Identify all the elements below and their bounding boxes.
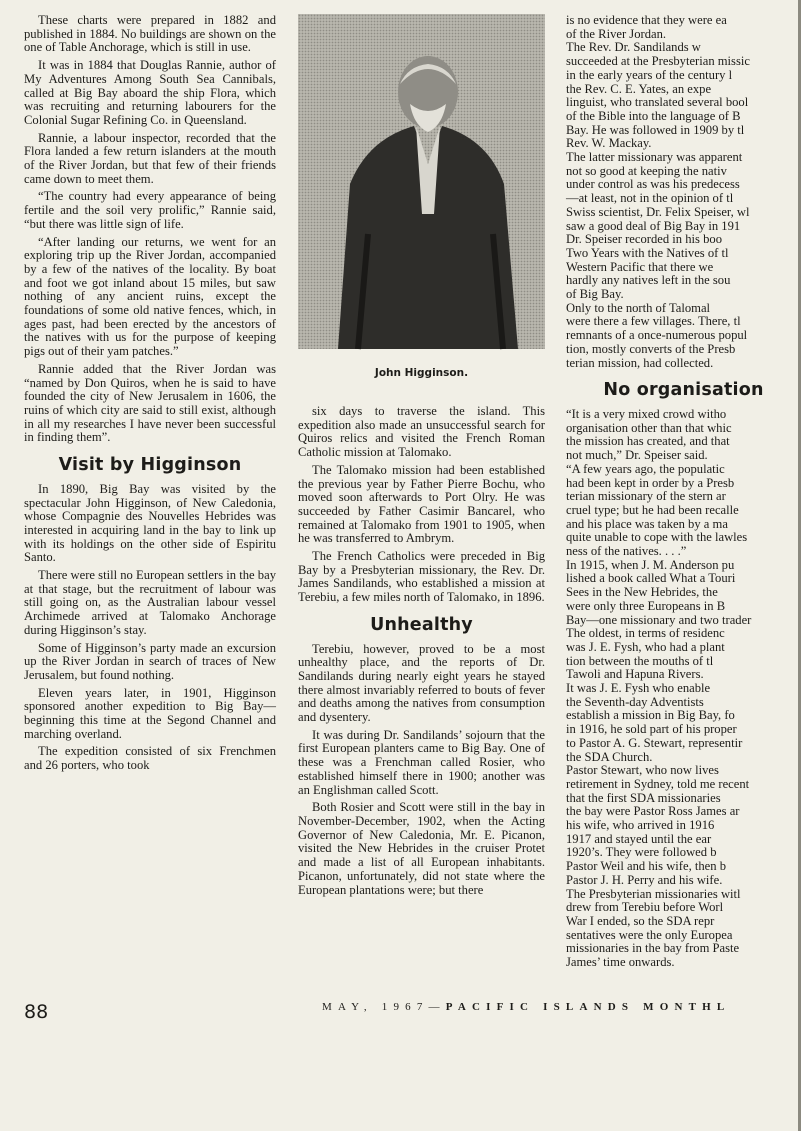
col3-paragraph: Bay. He was followed in 1909 by tl <box>566 122 745 137</box>
col3b-paragraph: not much,” Dr. Speiser said. <box>566 448 708 463</box>
col1-paragraph: Rannie, a labour inspector, recorded that the Flora landed a few return islanders at the mouth of the River Jordan, but that few of their friends came down to meet them. <box>24 130 276 186</box>
col3b-paragraph: were only three Europeans in B <box>566 598 726 613</box>
col3b-paragraph: sentatives were the only Europea <box>566 927 733 942</box>
col3b-paragraph: tion between the mouths of tl <box>566 653 714 668</box>
col3-paragraph: The Rev. Dr. Sandilands w <box>566 40 701 55</box>
col3b-paragraph: Bay—one missionary and two trader <box>566 612 752 627</box>
photo-caption: John Higginson. <box>374 367 469 379</box>
col3b-paragraph: his wife, who arrived in 1916 <box>566 818 715 833</box>
column-left <box>24 14 276 777</box>
heading-unhealthy: Unhealthy <box>370 614 473 635</box>
col3b-paragraph: In 1915, when J. M. Anderson pu <box>566 557 735 572</box>
col3b-paragraph: in 1916, he sold part of his proper <box>566 722 737 737</box>
col3-paragraph: of the River Jordan. <box>566 26 667 41</box>
col3-paragraph: Rev. W. Mackay. <box>566 136 652 151</box>
col3b-paragraph: Sees in the New Hebrides, the <box>566 585 718 600</box>
col2-paragraphs <box>298 405 545 605</box>
footer-magazine: PACIFIC ISLANDS MONTHL <box>445 1001 731 1013</box>
page-number: 88 <box>24 1001 49 1023</box>
col3-paragraph: were there a few villages. There, tl <box>566 314 741 329</box>
col3-paragraph: in the early years of the century l <box>566 67 733 82</box>
col1-paragraph: “The country had every appearance of being fertile and the soil very prolific,” Rannie said, “but there was little sign of life. <box>24 189 276 231</box>
col1b-paragraph: Eleven years later, in 1901, Higginson sponsored another expedition to Big Bay—beginning this time at the Segond Channel and marching overland. <box>24 685 276 741</box>
col2b-paragraph: It was during Dr. Sandilands’ sojourn that the first European planters came to Big Bay. One of these was a Frenchman called Rosier, who established himself there in 1900; another was an Englishman called Scott. <box>298 727 545 797</box>
col3b-paragraph: Pastor J. H. Perry and his wife. <box>566 872 723 887</box>
col3-paragraph: —at least, not in the opinion of tl <box>566 191 734 206</box>
col1-paragraphs <box>24 14 276 445</box>
col2b-paragraph: Both Rosier and Scott were still in the bay in November-December, 1902, when the Acting Governor of New Caledonia, Mr. E. Picanon, visited the New Hebrides in the cruiser Protet and made a list of all European inhabitants. Picanon, unfortunately, did not state where the European plantations were; but there <box>298 800 545 897</box>
col3-paragraph: of the Bible into the language of B <box>566 108 741 123</box>
col2-paragraph: The Talomako mission had been established the previous year by Father Pierre Bochu, who moved soon afterwards to Port Olry. He was succeeded by Father Casimir Bancarel, who remained at Talomako from 1901 to 1905, when he was transferred to Ambrym. <box>298 462 545 546</box>
col1b-paragraph: In 1890, Big Bay was visited by the spectacular John Higginson, of New Caledonia, whose Compagnie des Nouvelles Hebrides was interested in acquiring land in the bay to link up with its holdings on the other side of Espiritu Santo. <box>24 481 276 565</box>
col3-paragraph: Dr. Speiser recorded in his boo <box>566 232 722 247</box>
col3b-paragraph: was J. E. Fysh, who had a plant <box>566 639 725 654</box>
col3-paragraph: terian mission, had collected. <box>566 355 714 370</box>
col1b-paragraph: There were still no European settlers in the bay at that stage, but the recruitment of labour was still going on, as the Australian labour vessel Archimede arrived at Talomako Anchorage during Higginson’s stay. <box>24 568 276 637</box>
col3b-paragraph: The Presbyterian missionaries witl <box>566 886 741 901</box>
col2b-paragraphs <box>298 643 545 898</box>
col1b-paragraph: The expedition consisted of six Frenchmen and 26 porters, who took <box>24 744 276 773</box>
col3b-paragraph: cruel type; but he had been recalle <box>566 502 739 517</box>
col3-paragraph: remnants of a once-numerous popul <box>566 328 748 343</box>
col3b-paragraph: missionaries in the bay from Paste <box>566 941 740 956</box>
column-right-cropped <box>566 13 801 970</box>
col1-paragraph: It was in 1884 that Douglas Rannie, author of My Adventures Among South Sea Cannibals, called at Big Bay aboard the ship Flora, which was recruiting and returning labourers for the Colonial Sugar Refining Co. in Queensland. <box>24 58 276 127</box>
heading-visit-by-higginson: Visit by Higginson <box>58 455 242 476</box>
col3b-paragraph: the Seventh-day Adventists <box>566 694 704 709</box>
col3-paragraph: Western Pacific that there we <box>566 259 714 274</box>
col2b-paragraph: Terebiu, however, proved to be a most unhealthy place, and the reports of Dr. Sandilands during nearly eight years he stayed there almost invariably referred to bouts of fever and deaths among the natives from consumption and dysentery. <box>298 641 545 725</box>
col1-paragraph: “After landing our returns, we went for an exploring trip up the River Jordan, accompanied by a few of the natives of the locality. By boat and foot we got inland about 15 miles, but saw nothing of any ancient ruins, except the foundations of some old native fences, which, in ages past, had been erected by the ancestors of the natives with us for the purpose of keeping pigs out of their yam patches.” <box>24 234 276 359</box>
col3-paragraph: Only to the north of Talomal <box>566 300 711 315</box>
col3-lines <box>566 14 801 370</box>
col3b-paragraph: James’ time onwards. <box>566 955 675 970</box>
col3b-paragraph: to Pastor A. G. Stewart, representir <box>566 735 743 750</box>
col3-paragraph: Two Years with the Natives of tl <box>566 245 729 260</box>
col3b-paragraph: drew from Terebiu before Worl <box>566 900 724 915</box>
col3b-paragraph: 1917 and stayed until the ear <box>566 831 712 846</box>
heading-no-organisation: No organisation <box>603 380 764 401</box>
footer-date: MAY, 1967— <box>322 1001 446 1013</box>
col3b-paragraph: the SDA Church. <box>566 749 653 764</box>
col3b-paragraph: “A few years ago, the populatic <box>566 461 725 476</box>
col3b-paragraph: 1920’s. They were followed b <box>566 845 717 860</box>
photo-block <box>298 14 545 399</box>
col2-paragraph: six days to traverse the island. This expedition also made an unsuccessful search for Quiros relics and visited the French Roman Catholic mission at Talomako. <box>298 404 545 460</box>
col3b-paragraph: establish a mission in Big Bay, fo <box>566 708 735 723</box>
col3b-paragraph: organisation other than that whic <box>566 420 732 435</box>
col3b-paragraph: quite unable to cope with the lawles <box>566 530 748 545</box>
col3-paragraph: Swiss scientist, Dr. Felix Speiser, wl <box>566 204 750 219</box>
col1b-paragraphs <box>24 483 276 773</box>
col3b-paragraph: “It is a very mixed crowd witho <box>566 406 727 421</box>
col3b-paragraph: It was J. E. Fysh who enable <box>566 681 711 696</box>
col1b-paragraph: Some of Higginson’s party made an excursion up the River Jordan in search of traces of New Jerusalem, but found nothing. <box>24 640 276 682</box>
col3-paragraph: of Big Bay. <box>566 287 624 302</box>
column-middle <box>298 14 545 901</box>
running-footer <box>322 1001 730 1013</box>
col3b-paragraph: War I ended, so the SDA repr <box>566 914 715 928</box>
col2-paragraph: The French Catholics were preceded in Big Bay by a Presbyterian missionary, the Rev. Dr. James Sandilands, who established a mission at Terebiu, a few miles north of Talomako, in 1896. <box>298 549 545 605</box>
col1-paragraph: Rannie added that the River Jordan was “named by Don Quiros, when he is said to have founded the city of New Jerusalem in 1606, the ruins of which city are said to still exist, although in all my researches I have never been successful in finding them”. <box>24 361 276 445</box>
col3-paragraph: linguist, who translated several bool <box>566 95 749 110</box>
col3-paragraph: succeeded at the Presbyterian missic <box>566 54 750 69</box>
col3-paragraph: tion, mostly converts of the Presb <box>566 341 736 356</box>
col3-paragraph: not so good at keeping the nativ <box>566 163 727 178</box>
col3-paragraph: saw a good deal of Big Bay in 191 <box>566 218 741 233</box>
col3-paragraph: under control as was his predecess <box>566 177 740 192</box>
col3-paragraph: The latter missionary was apparent <box>566 150 743 165</box>
col3-paragraph: is no evidence that they were ea <box>566 13 727 27</box>
col3b-paragraph: the bay were Pastor Ross James ar <box>566 804 740 819</box>
col3-paragraph: hardly any natives left in the sou <box>566 273 731 288</box>
col3b-paragraph: that the first SDA missionaries <box>566 790 721 805</box>
col3b-paragraph: had been kept in order by a Presb <box>566 475 735 490</box>
col1-paragraph: These charts were prepared in 1882 and published in 1884. No buildings are shown on the one of Table Anchorage, which is still in use. <box>24 13 276 55</box>
col3b-paragraph: retirement in Sydney, told me recent <box>566 776 750 791</box>
col3b-paragraph: and his place was taken by a ma <box>566 516 728 531</box>
col3b-paragraph: lished a book called What a Touri <box>566 571 736 586</box>
col3b-paragraph: The oldest, in terms of residenc <box>566 626 725 641</box>
col3-paragraph: the Rev. C. E. Yates, an expe <box>566 81 712 96</box>
col3b-paragraph: the mission has created, and that <box>566 434 730 449</box>
col3b-paragraph: Tawoli and Hapuna Rivers. <box>566 667 704 682</box>
portrait-photo <box>298 14 545 349</box>
col3b-paragraph: Pastor Stewart, who now lives <box>566 763 719 778</box>
col3b-lines <box>566 408 801 970</box>
col3b-paragraph: ness of the natives. . . .” <box>566 544 687 559</box>
col3b-paragraph: terian missionary of the stern ar <box>566 489 726 504</box>
col3b-paragraph: Pastor Weil and his wife, then b <box>566 859 726 874</box>
